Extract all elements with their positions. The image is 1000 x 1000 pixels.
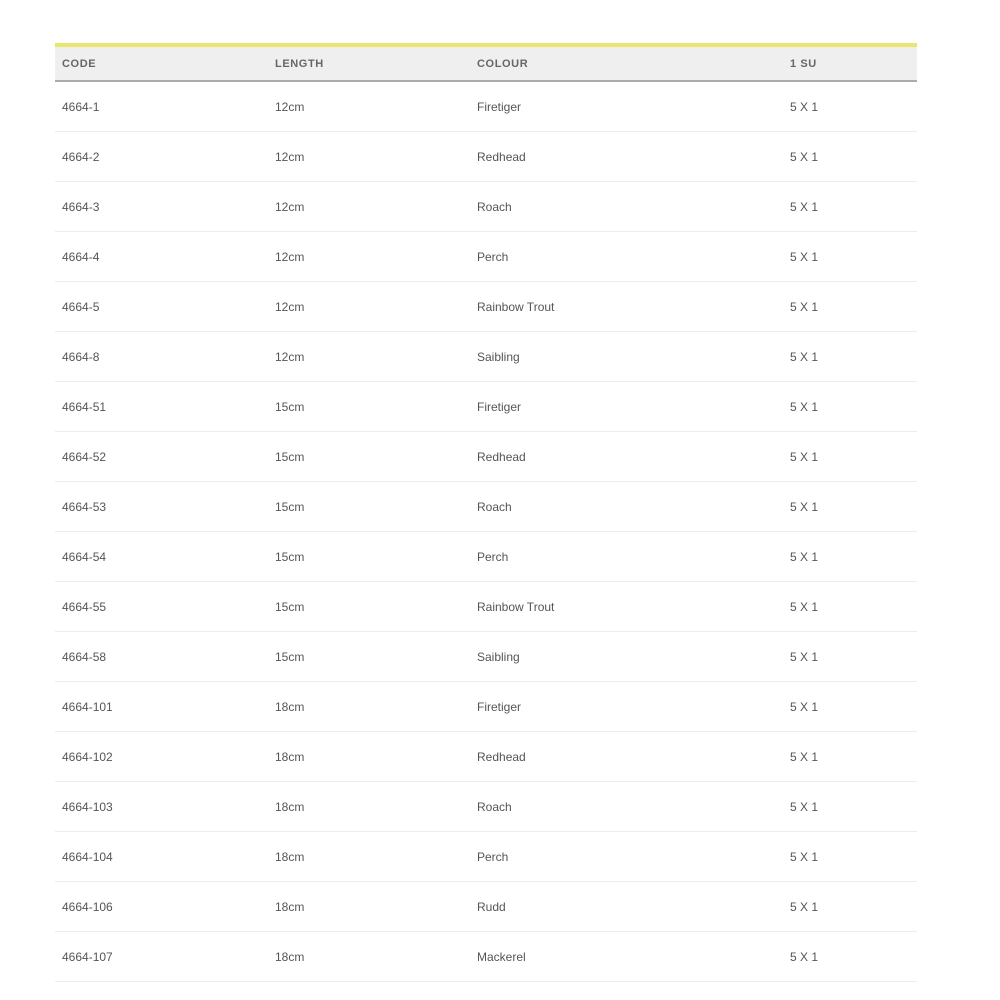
cell-colour: Mackerel <box>477 949 526 964</box>
table-row <box>55 832 917 882</box>
cell-code: 4664-104 <box>62 849 113 864</box>
cell-colour: Rudd <box>477 899 506 914</box>
cell-colour: Rainbow Trout <box>477 299 555 314</box>
cell-length: 18cm <box>275 899 305 914</box>
cell-su: 5 X 1 <box>790 749 819 764</box>
column-header-colour: COLOUR <box>477 57 529 70</box>
cell-su: 5 X 1 <box>790 949 819 964</box>
cell-colour: Redhead <box>477 749 526 764</box>
cell-su: 5 X 1 <box>790 199 819 214</box>
cell-length: 12cm <box>275 249 305 264</box>
table-row <box>55 482 917 532</box>
cell-colour: Perch <box>477 849 509 864</box>
table-row <box>55 582 917 632</box>
cell-colour: Roach <box>477 799 512 814</box>
table-row <box>55 182 917 232</box>
cell-colour: Perch <box>477 549 509 564</box>
cell-code: 4664-2 <box>62 149 100 164</box>
table-row <box>55 782 917 832</box>
table-body <box>55 82 917 982</box>
cell-colour: Roach <box>477 199 512 214</box>
cell-length: 12cm <box>275 99 305 114</box>
table-row <box>55 732 917 782</box>
cell-colour: Firetiger <box>477 399 522 414</box>
cell-colour: Saibling <box>477 349 520 364</box>
cell-colour: Redhead <box>477 449 526 464</box>
cell-colour: Roach <box>477 499 512 514</box>
cell-length: 15cm <box>275 649 305 664</box>
cell-code: 4664-102 <box>62 749 113 764</box>
cell-su: 5 X 1 <box>790 549 819 564</box>
cell-code: 4664-51 <box>62 399 107 414</box>
cell-code: 4664-8 <box>62 349 100 364</box>
cell-length: 15cm <box>275 399 305 414</box>
table-row <box>55 682 917 732</box>
cell-su: 5 X 1 <box>790 899 819 914</box>
cell-colour: Redhead <box>477 149 526 164</box>
cell-code: 4664-4 <box>62 249 100 264</box>
table-row <box>55 82 917 132</box>
cell-code: 4664-103 <box>62 799 113 814</box>
column-header-length: LENGTH <box>275 57 324 70</box>
table-row <box>55 882 917 932</box>
table-row <box>55 432 917 482</box>
cell-code: 4664-55 <box>62 599 107 614</box>
cell-su: 5 X 1 <box>790 849 819 864</box>
cell-code: 4664-106 <box>62 899 113 914</box>
cell-length: 18cm <box>275 799 305 814</box>
table-header <box>55 47 917 82</box>
product-spec-table <box>55 43 917 982</box>
cell-su: 5 X 1 <box>790 249 819 264</box>
table-row <box>55 382 917 432</box>
table-row <box>55 532 917 582</box>
cell-length: 18cm <box>275 849 305 864</box>
cell-length: 15cm <box>275 449 305 464</box>
column-header-code: CODE <box>62 57 97 70</box>
cell-su: 5 X 1 <box>790 99 819 114</box>
cell-length: 18cm <box>275 749 305 764</box>
table-row <box>55 132 917 182</box>
cell-su: 5 X 1 <box>790 799 819 814</box>
cell-length: 12cm <box>275 299 305 314</box>
cell-length: 15cm <box>275 499 305 514</box>
cell-colour: Saibling <box>477 649 520 664</box>
cell-length: 18cm <box>275 949 305 964</box>
cell-length: 15cm <box>275 599 305 614</box>
table-row <box>55 332 917 382</box>
column-header-1su: 1 SU <box>790 57 817 70</box>
cell-code: 4664-58 <box>62 649 107 664</box>
cell-code: 4664-101 <box>62 699 113 714</box>
table-row <box>55 932 917 982</box>
cell-su: 5 X 1 <box>790 299 819 314</box>
cell-length: 12cm <box>275 199 305 214</box>
table-row <box>55 632 917 682</box>
cell-length: 12cm <box>275 149 305 164</box>
cell-su: 5 X 1 <box>790 699 819 714</box>
cell-code: 4664-3 <box>62 199 100 214</box>
cell-su: 5 X 1 <box>790 499 819 514</box>
cell-code: 4664-5 <box>62 299 100 314</box>
cell-length: 18cm <box>275 699 305 714</box>
table-row <box>55 232 917 282</box>
cell-code: 4664-1 <box>62 99 100 114</box>
cell-colour: Firetiger <box>477 99 522 114</box>
cell-su: 5 X 1 <box>790 399 819 414</box>
cell-su: 5 X 1 <box>790 599 819 614</box>
table-row <box>55 282 917 332</box>
cell-colour: Firetiger <box>477 699 522 714</box>
cell-code: 4664-53 <box>62 499 107 514</box>
cell-code: 4664-54 <box>62 549 107 564</box>
cell-colour: Perch <box>477 249 509 264</box>
cell-code: 4664-52 <box>62 449 107 464</box>
cell-su: 5 X 1 <box>790 449 819 464</box>
cell-su: 5 X 1 <box>790 349 819 364</box>
cell-length: 12cm <box>275 349 305 364</box>
cell-su: 5 X 1 <box>790 149 819 164</box>
cell-colour: Rainbow Trout <box>477 599 555 614</box>
cell-su: 5 X 1 <box>790 649 819 664</box>
cell-length: 15cm <box>275 549 305 564</box>
cell-code: 4664-107 <box>62 949 113 964</box>
